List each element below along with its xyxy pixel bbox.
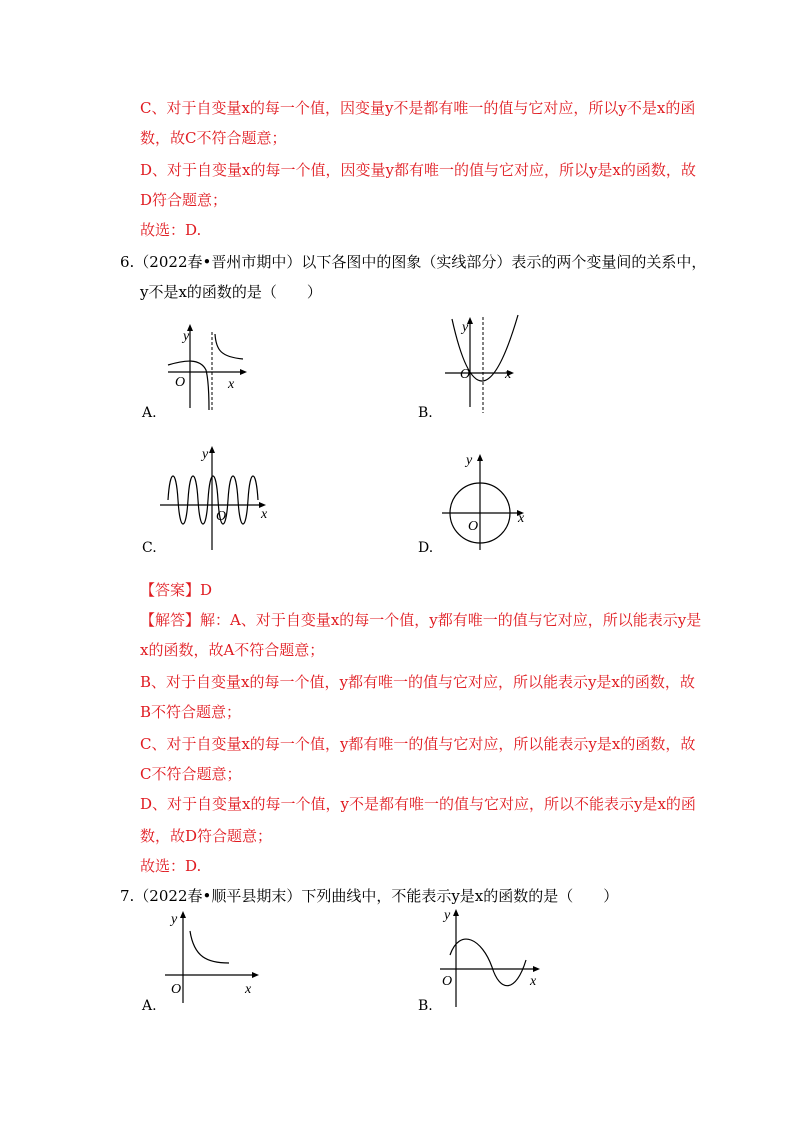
prev-answer-choice: 故选：D. <box>140 221 202 239</box>
svg-text:x: x <box>228 377 235 392</box>
svg-text:O: O <box>175 375 186 390</box>
q6-answer: 【答案】D <box>140 581 213 599</box>
q6-solution-line9: 故选：D. <box>140 857 202 875</box>
q6-solution-line4: B不符合题意； <box>140 703 242 721</box>
svg-text:O: O <box>460 367 471 382</box>
q6-graph-d <box>440 450 535 550</box>
prev-answer-d-line2: D符合题意； <box>140 191 228 209</box>
q6-solution-line1: 【解答】解：A、对于自变量x的每一个值，y都有唯一的值与它对应，所以能表示y是 <box>140 611 702 629</box>
svg-text:y: y <box>171 912 178 927</box>
prev-answer-c-line2: 数，故C不符合题意； <box>140 129 287 147</box>
q6-option-c-label: C. <box>142 540 157 556</box>
q6-solution-line8: 数，故D符合题意； <box>140 827 273 845</box>
q6-graph-b <box>440 315 530 415</box>
q6-solution-line3: B、对于自变量x的每一个值，y都有唯一的值与它对应，所以能表示y是x的函数，故 <box>140 673 695 691</box>
q6-option-a-label: A. <box>142 405 157 421</box>
svg-text:O: O <box>171 982 182 997</box>
q6-solution-line7: D、对于自变量x的每一个值，y不是都有唯一的值与它对应，所以不能表示y是x的函 <box>140 795 696 813</box>
svg-text:x: x <box>245 982 252 997</box>
svg-text:x: x <box>505 367 512 382</box>
q6-stem-line2: y不是x的函数的是（ ） <box>140 283 322 301</box>
svg-text:x: x <box>518 511 525 526</box>
prev-answer-c-line1: C、对于自变量x的每一个值，因变量y不是都有唯一的值与它对应，所以y不是x的函 <box>140 99 696 117</box>
q6-solution-line6: C不符合题意； <box>140 765 242 783</box>
svg-text:O: O <box>468 519 479 534</box>
q6-solution-line2: x的函数，故A不符合题意； <box>140 641 325 659</box>
svg-text:x: x <box>261 507 268 522</box>
q7-graph-b <box>440 905 545 1010</box>
q6-graph-a <box>165 320 255 415</box>
prev-answer-d-line1: D、对于自变量x的每一个值，因变量y都有唯一的值与它对应，所以y是x的函数，故 <box>140 161 696 179</box>
q7-graph-a <box>165 905 265 1005</box>
q7-option-a-label: A. <box>142 998 157 1014</box>
svg-text:O: O <box>442 974 453 989</box>
q6-option-b-label: B. <box>418 405 433 421</box>
svg-text:y: y <box>466 453 473 468</box>
svg-text:y: y <box>462 320 469 335</box>
svg-text:x: x <box>530 974 537 989</box>
q6-option-d-label: D. <box>418 540 434 556</box>
svg-text:y: y <box>183 329 190 344</box>
q7-option-b-label: B. <box>418 998 433 1014</box>
q6-stem-line1: 6.（2022春•晋州市期中）以下各图中的图象（实线部分）表示的两个变量间的关系中， <box>120 253 707 271</box>
q6-graph-c <box>160 440 275 555</box>
q7-stem: 7.（2022春•顺平县期末）下列曲线中，不能表示y是x的函数的是（ ） <box>120 887 619 905</box>
q6-solution-line5: C、对于自变量x的每一个值，y都有唯一的值与它对应，所以能表示y是x的函数，故 <box>140 735 696 753</box>
svg-text:y: y <box>202 447 209 462</box>
svg-text:y: y <box>444 908 451 923</box>
svg-text:O: O <box>216 509 227 524</box>
